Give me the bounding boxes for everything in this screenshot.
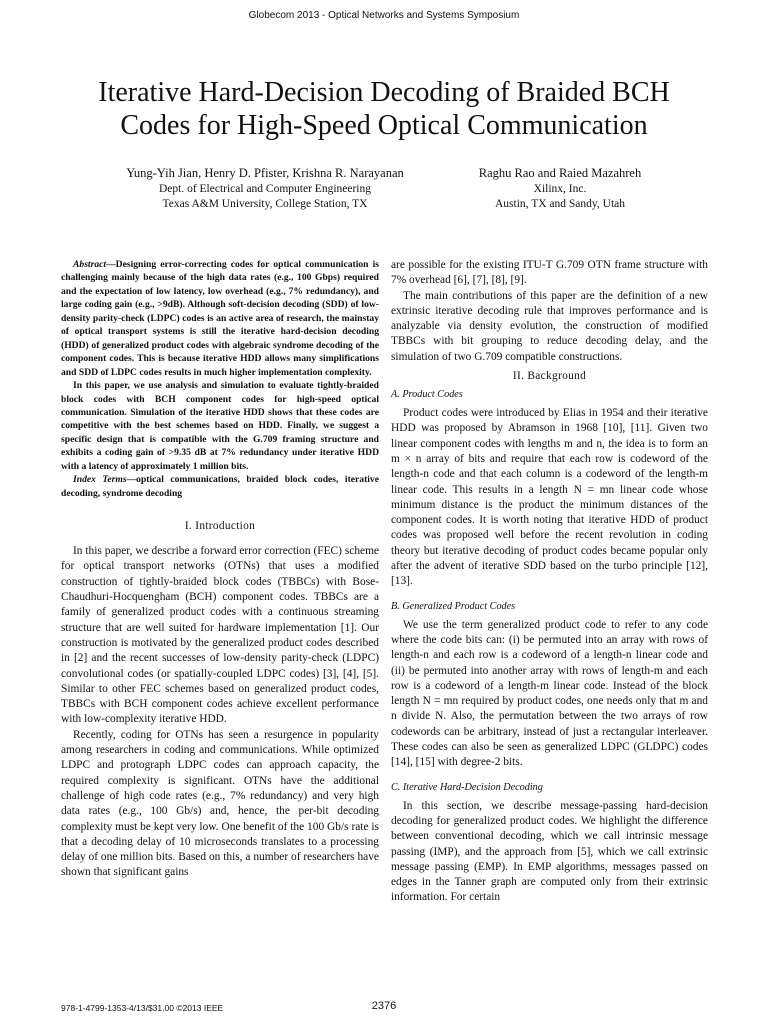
abstract-paragraph-2: In this paper, we use analysis and simulation to evaluate tightly-braided block codes with BCH component codes for high-speed optical communication. Simulation of the iterative HDD shows that these codes are competitive with the best schemes based on HDD. Finally, we suggest a specific design that is compatible with the G.709 framing structure and exhibits a coding gain of >9.35 dB at 7% redundancy under iterative HDD with a latency of approximately 1 million bits. bbox=[61, 380, 379, 472]
author-block-tamu bbox=[100, 166, 430, 212]
abstract-text-1: —Designing error-correcting codes for optical communication is challenging mainly because of the high data rates (e.g., 100 Gbps) required and the expectation of low latency, low overhead (e.g., 7% redundancy), and large coding gain (e.g., >9dB). Although soft-decision decoding (SDD) of low-density parity-check (LDPC) codes is an active area of research, the mainstay of optical transport systems is still the iterative hard-decision decoding (HDD) of generalized product codes with algebraic syndrome decoding of the component codes. This is because iterative HDD allows many simplifications and SDD of LDPC codes results in much higher implementation complexity. bbox=[61, 259, 379, 378]
page-number: 2376 bbox=[371, 1000, 397, 1012]
affiliation-company: Xilinx, Inc. bbox=[533, 183, 587, 195]
intro-paragraph-continued: are possible for the existing ITU-T G.709 OTN frame structure with 7% overhead [6], [7], [8], [9]. bbox=[391, 259, 708, 287]
intro-paragraph-2: Recently, coding for OTNs has seen a resurgence in popularity among researchers in coding and communications. While optimized LDPC and protograph LDPC codes can approach capacity, the required complexity is significant. OTNs have the additional challenge of high code rates (e.g., 7% redundancy) and very high data rates (e.g., 100 Gb/s) and, hence, the per-bit decoding complexity must be kept very low. One benefit of the 100 Gb/s rate is that a decoding delay of 10 microseconds translates to a processing delay of one million bits. Based on this, a number of researchers have shown that significant gains bbox=[61, 728, 379, 879]
section-heading-background: II. Background bbox=[512, 370, 587, 383]
paper-title bbox=[40, 76, 728, 142]
abstract-label: Abstract bbox=[73, 259, 107, 270]
affiliation-location: Austin, TX and Sandy, Utah bbox=[494, 198, 625, 210]
title-line-2: Codes for High-Speed Optical Communication bbox=[120, 110, 648, 141]
index-terms-text: —optical communications, braided block codes, iterative decoding, syndrome decoding bbox=[61, 474, 379, 499]
right-column bbox=[391, 258, 708, 906]
contributions-paragraph: The main contributions of this paper are the definition of a new extrinsic iterative decoding rule that improves performance and is analyzable via density evolution, the construction of modified TBBCs with bit grouping to reduce decoding delay, and the simulation of two G.709 compatible constructions. bbox=[391, 289, 708, 363]
intro-paragraph-1: In this paper, we describe a forward error correction (FEC) scheme for optical transport networks (OTNs) that uses a modified construction of tightly-braided block codes (TBBCs) with Bose-Chaudhuri-Hocquengham (BCH) component codes. TBBCs are a family of generalized product codes with a continuous streaming structure that are well suited for hardware implementation [1]. Our construction is motivated by the generalized product codes described in [2] and the recent successes of low-density parity-check (LDPC) convolutional codes (or spatially-coupled LDPC codes) [3], [4], [5]. Similar to other FEC schemes based on generalized product codes, TBBCs with BCH component codes achieve excellent performance with low-complexity iterative HDD. bbox=[61, 545, 379, 726]
footer-isbn: 978-1-4799-1353-4/13/$31.00 ©2013 IEEE bbox=[61, 1003, 224, 1013]
subsection-heading-iterative-hdd: C. Iterative Hard-Decision Decoding bbox=[391, 781, 543, 793]
generalized-product-codes-paragraph: We use the term generalized product code to refer to any code where the code bits can: (i) be permuted into an array with rows of length-n and each row is a codeword of a length-n linear code and (ii) be permuted into another array with rows of length-m and each row is a codeword of a length-m linear code. Instead of the block length N = mn required by product codes, one needs only that m and n divide N. Also, the permutation between the two arrays of row codewords can be arbitrary, instead of just a rectangular interleaver. These codes can also be seen as generalized LDPC (GLDPC) codes [14], [15] with degree-2 bits. bbox=[391, 618, 708, 769]
iterative-hdd-paragraph: In this section, we describe message-passing hard-decision decoding for generalized product codes. We highlight the difference between conventional decoding, which we call intrinsic message passing (IMP), and the approach from [5], which we call extrinsic message passing (EMP). In EMP algorithms, messages passed on edges in the Tanner graph are computed only from their extrinsic information. For certain bbox=[391, 799, 708, 904]
introduction-body bbox=[61, 544, 379, 881]
author-names-right: Raghu Rao and Raied Mazahreh bbox=[478, 166, 642, 180]
index-terms bbox=[61, 473, 379, 500]
running-header: Globecom 2013 - Optical Networks and Systems Symposium bbox=[248, 10, 520, 21]
author-names-left: Yung-Yih Jian, Henry D. Pfister, Krishna R. Narayanan bbox=[126, 166, 404, 180]
subsection-heading-product-codes: A. Product Codes bbox=[391, 389, 463, 401]
index-terms-label: Index Terms bbox=[73, 474, 127, 486]
affiliation-university: Texas A&M University, College Station, TX bbox=[162, 198, 368, 210]
section-heading-introduction: I. Introduction bbox=[184, 520, 256, 533]
left-column bbox=[61, 258, 379, 881]
affiliation-dept: Dept. of Electrical and Computer Engineering bbox=[158, 183, 372, 195]
abstract-paragraph-1 bbox=[61, 258, 379, 379]
author-block-xilinx bbox=[440, 166, 680, 212]
product-codes-paragraph: Product codes were introduced by Elias in 1954 and their iterative HDD was proposed by Abramson in 1968 [10], [11]. Given two linear component codes with lengths m and n, the idea is to form an m × n array of bits and require that each row is codeword of the length-n code and that each column is a codeword of the length-m linear code. This results in a length N = mn linear code whose minimum distance is the product the minimum distances of the component codes. It is worth noting that iterative HDD of product codes was proposed well before the recent revolution in coding theory but iterative decoding of product codes became popular only after the advent of iterative SDD based on the turbo principle [12], [13]. bbox=[391, 407, 708, 588]
subsection-heading-generalized-product-codes: B. Generalized Product Codes bbox=[391, 600, 516, 612]
abstract bbox=[61, 258, 379, 500]
title-line-1: Iterative Hard-Decision Decoding of Braided BCH bbox=[98, 77, 670, 108]
